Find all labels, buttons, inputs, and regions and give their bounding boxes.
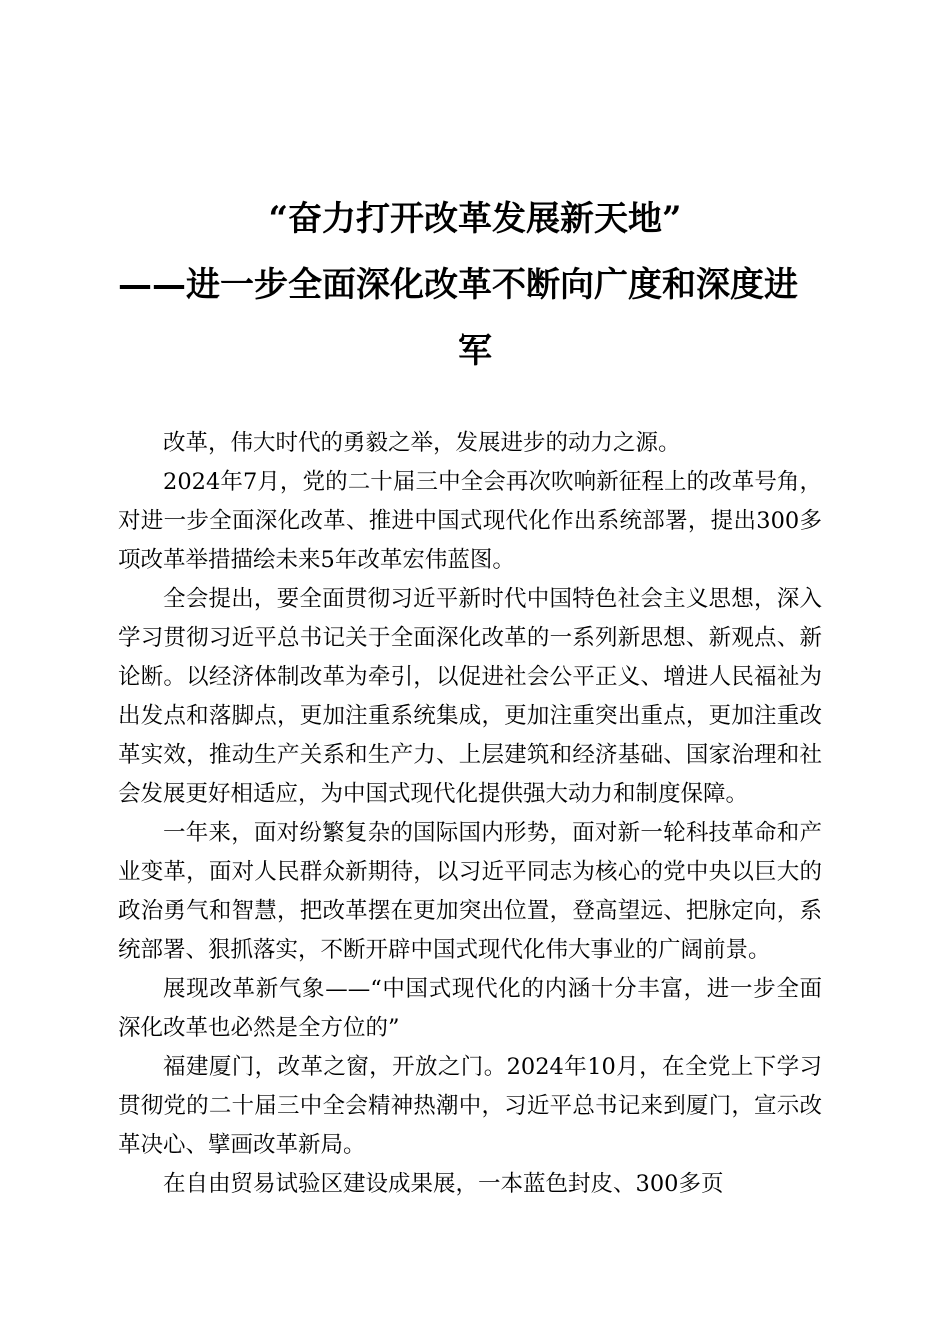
article-body bbox=[118, 424, 822, 1204]
paragraph: 福建厦门，改革之窗，开放之门。2024年10月，在全党上下学习贯彻党的二十届三中全会精神热潮中，习近平总书记来到厦门，宣示改革决心、擘画改革新局。 bbox=[118, 1054, 822, 1158]
title-line-1: “奋力打开改革发展新天地” bbox=[268, 199, 682, 239]
title-line-3: 军 bbox=[458, 331, 492, 371]
paragraph: 改革，伟大时代的勇毅之举，发展进步的动力之源。 bbox=[163, 430, 681, 456]
paragraph: 全会提出，要全面贯彻习近平新时代中国特色社会主义思想，深入学习贯彻习近平总书记关于全面深化改革的一系列新思想、新观点、新论断。以经济体制改革为牵引，以促进社会公平正义、增进人民福祉为出发点和落脚点，更加注重系统集成，更加注重突出重点，更加注重改革实效，推动生产关系和生产力、上层建筑和经济基础、国家治理和社会发展更好相适应，为中国式现代化提供强大动力和制度保障。 bbox=[118, 586, 822, 807]
paragraph: 展现改革新气象——“中国式现代化的内涵十分丰富，进一步全面深化改革也必然是全方位的” bbox=[118, 976, 822, 1041]
paragraph: 在自由贸易试验区建设成果展，一本蓝色封皮、300多页 bbox=[163, 1171, 724, 1197]
paragraph: 一年来，面对纷繁复杂的国际国内形势，面对新一轮科技革命和产业变革，面对人民群众新期待，以习近平同志为核心的党中央以巨大的政治勇气和智慧，把改革摆在更加突出位置，登高望远、把脉定向，系统部署、狠抓落实，不断开辟中国式现代化伟大事业的广阔前景。 bbox=[118, 820, 822, 963]
title-line-2: ——进一步全面深化改革不断向广度和深度进 bbox=[118, 265, 798, 305]
paragraph: 2024年7月，党的二十届三中全会再次吹响新征程上的改革号角，对进一步全面深化改革、推进中国式现代化作出系统部署，提出300多项改革举措描绘未来5年改革宏伟蓝图。 bbox=[118, 469, 822, 573]
